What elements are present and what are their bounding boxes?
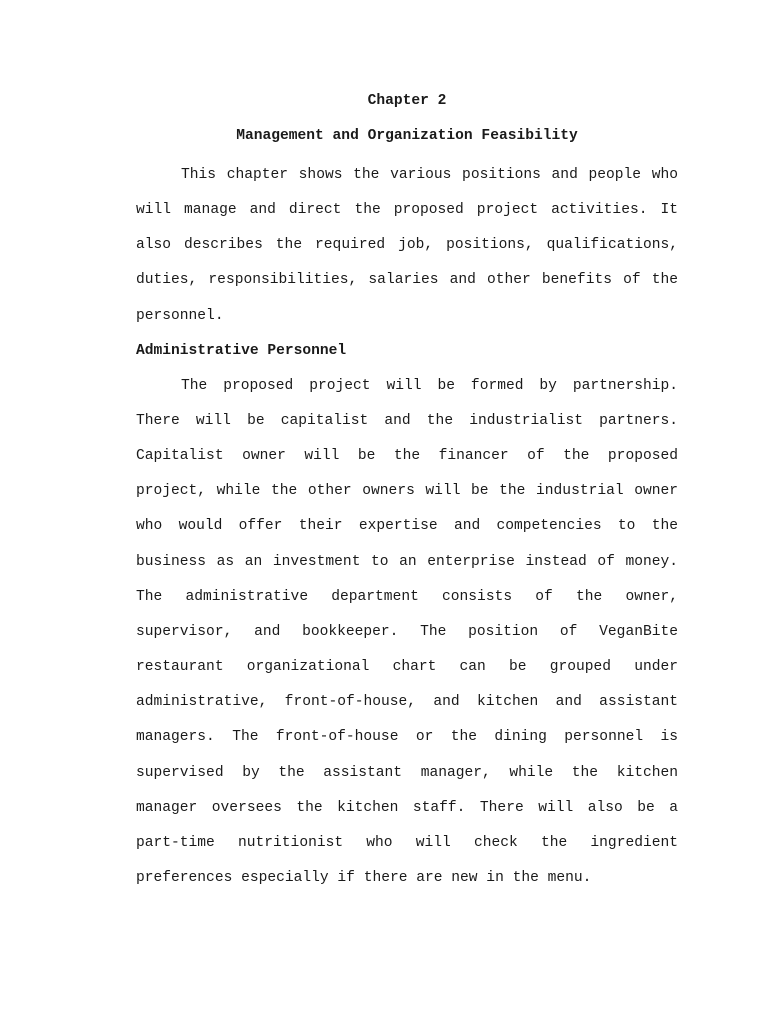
section-heading: Administrative Personnel xyxy=(136,342,347,359)
intro-paragraph: This chapter shows the various positions and people who will manage and direct the proposed project activities. It also describes the required job, positions, qualifications, duties, responsibilities, salaries and other benefits of the personnel. xyxy=(136,167,678,324)
chapter-label: Chapter 2 xyxy=(367,93,447,109)
chapter-title: Management and Organization Feasibility xyxy=(236,128,578,144)
section-paragraph: The proposed project will be formed by partnership. There will be capitalist and the industrialist partners. Capitalist owner will be the financer of the proposed project, while the other owners will be the industrial owner who would offer their expertise and competencies to the business as an investment to an enterprise instead of money. The administrative department consists of the owner, supervisor, and bookkeeper. The position of VeganBite restaurant organizational chart can be grouped under administrative, front-of-house, and kitchen and assistant managers. The front-of-house or the dining personnel is supervised by the assistant manager, while the kitchen manager oversees the kitchen staff. There will also be a part-time nutritionist who will check the ingredient preferences especially if there are new in the menu. xyxy=(136,377,678,886)
document-page xyxy=(136,88,678,896)
